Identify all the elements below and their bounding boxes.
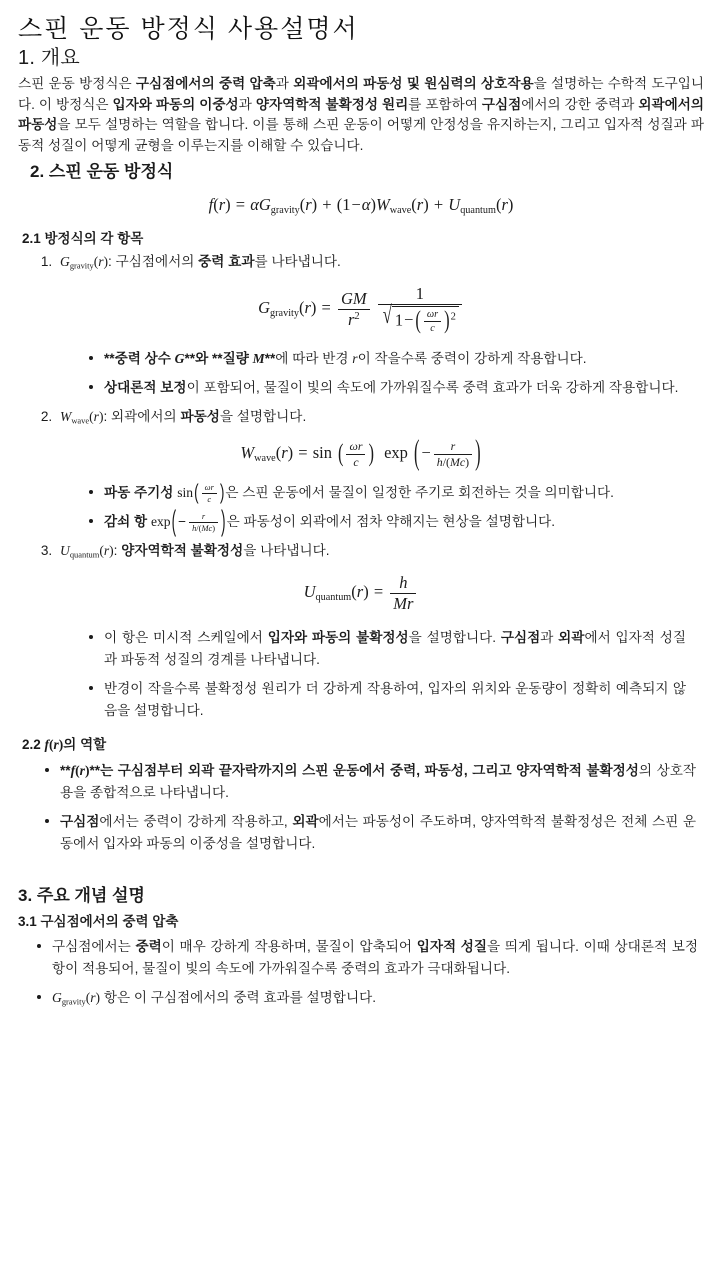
term-gravity: 1. $G_{gravity}(r)$: 구심점에서의 중력 효과를 나타냅니다.: [56, 251, 704, 273]
section-1-paragraph: 스핀 운동 방정식은 구심점에서의 중력 압축과 외곽에서의 파동성 및 원심력의 상호작용을 설명하는 수학적 도구입니다. 이 방정식은 입자와 파동의 이중성과 양자역학적 불확정성 원리를 포함하여 구심점에서의 강한 중력과 외곽에서의 파동성을 모두 설명하는 역할을 합니다. 이를 통해 스핀 운동이 어떻게 안정성을 유지하는지, 그리고 입자적 성질과 파동적 성질이 어떻게 균형을 이루는지를 이해할 수 있습니다.: [18, 76, 704, 153]
term-wave: 2. $W_{wave}(r)$: 외곽에서의 파동성을 설명합니다.: [56, 406, 704, 428]
section-3-heading: 3. 주요 개념 설명: [18, 885, 145, 905]
gravity-bullets: [86, 348, 686, 399]
term-wave-desc: : 외곽에서의: [103, 408, 181, 424]
section-2-heading: 2. 스핀 운동 방정식: [30, 161, 174, 181]
term-gravity-desc-tail: 를 나타냅니다.: [254, 254, 341, 270]
gravity-equation: $G_{gravity}(r)$ = $\frac{GM}{r^2}$ 1 √ 1− ( $\frac{\omega r}{c}$ )$^2$: [18, 285, 704, 334]
list-item: 이 항은 미시적 스케일에서 입자와 파동의 불확정성을 설명합니다. 구심점과 외곽에서 입자적 성질과 파동적 성질의 경계를 나타냅니다.: [86, 627, 686, 671]
term-quantum: 3. $U_{quantum}(r)$: 양자역학적 불확정성을 나타냅니다.: [56, 540, 704, 562]
wave-bullets: [86, 481, 686, 538]
section-3-1-heading: 3.1 구심점에서의 중력 압축: [18, 913, 179, 929]
main-equation: $f(r) = \alpha G_{gravity}(r) + (1-\alpha)W_{wave}(r) + U_{quantum}(r)$: [208, 194, 514, 216]
list-item: 파동 주기성 sin( $\frac{\omega r}{c}$ )은 스핀 운동에서 물질이 일정한 주기로 회전하는 것을 의미합니다.: [86, 482, 686, 504]
quantum-equation: $U_{quantum}(r)$ = $\frac{h}{Mr}$: [18, 574, 704, 613]
f-role-bullets: [42, 760, 696, 855]
list-item: 상대론적 보정이 포함되어, 물질이 빛의 속도에 가까워질수록 중력 효과가 더욱 강하게 작용합니다.: [86, 377, 686, 399]
equation-terms-list-3: [18, 540, 704, 562]
list-item: **중력 상수 G**와 **질량 M**에 따라 반경 r이 작을수록 중력이 강하게 작용합니다.: [86, 348, 686, 370]
term-gravity-desc-bold: 중력 효과: [198, 254, 255, 270]
wave-equation: $W_{wave}(r) = \sin$ ( $\frac{\omega r}{c}$ ) exp ( − $\frac{r}{h/(Mc)}$ ): [240, 431, 481, 472]
quantum-bullets: [86, 627, 686, 722]
term-quantum-desc-tail: 을 나타냅니다.: [243, 543, 330, 559]
list-item: $G_{gravity}(r)$ 항은 이 구심점에서의 중력 효과를 설명합니다.: [34, 987, 698, 1009]
section-2-2-heading: 2.2 f(r)의 역할: [22, 736, 107, 752]
section-1-heading: 1. 개요: [18, 47, 80, 69]
gravity-term-tail: 항은 이 구심점에서의 중력 효과를 설명합니다.: [100, 990, 376, 1006]
term-wave-desc-bold: 파동성: [180, 408, 220, 424]
equation-terms-list-2: [18, 406, 704, 428]
term-quantum-desc-bold: 양자역학적 불확정성: [121, 543, 244, 559]
section-2-2-number: 2.2: [22, 736, 45, 752]
section-2-2-suffix: 의 역할: [63, 736, 107, 752]
list-item: 반경이 작을수록 불확정성 원리가 더 강하게 작용하여, 입자의 위치와 운동량이 정확히 예측되지 않음을 설명합니다.: [86, 678, 686, 722]
gravity-compression-bullets: [34, 936, 698, 1009]
term-gravity-desc: : 구심점에서의: [108, 254, 199, 270]
list-item: **f(r)**는 구심점부터 외곽 끝자락까지의 스핀 운동에서 중력, 파동성, 그리고 양자역학적 불확정성의 상호작용을 종합적으로 나타냅니다.: [42, 760, 696, 804]
section-2-1-heading: 2.1 방정식의 각 항목: [22, 230, 144, 246]
page-title: 스핀 운동 방정식 사용설명서: [18, 15, 359, 43]
list-item: 감쇠 항 exp( − $\frac{r}{h/(Mc)}$ )은 파동성이 외곽에서 점차 약해지는 현상을 설명합니다.: [86, 511, 686, 533]
list-item: 구심점에서는 중력이 강하게 작용하고, 외곽에서는 파동성이 주도하며, 양자역학적 불확정성은 전체 스핀 운동에서 입자와 파동의 이중성을 설명합니다.: [42, 811, 696, 855]
term-wave-desc-tail: 을 설명합니다.: [219, 408, 307, 424]
term-quantum-desc: :: [113, 543, 122, 559]
equation-terms-list: [18, 251, 704, 273]
list-item: 구심점에서는 중력이 매우 강하게 작용하며, 물질이 압축되어 입자적 성질을 띄게 됩니다. 이때 상대론적 보정 항이 적용되어, 물질이 빛의 속도에 가까워질수록 중력의 효과가 극대화됩니다.: [34, 936, 698, 980]
